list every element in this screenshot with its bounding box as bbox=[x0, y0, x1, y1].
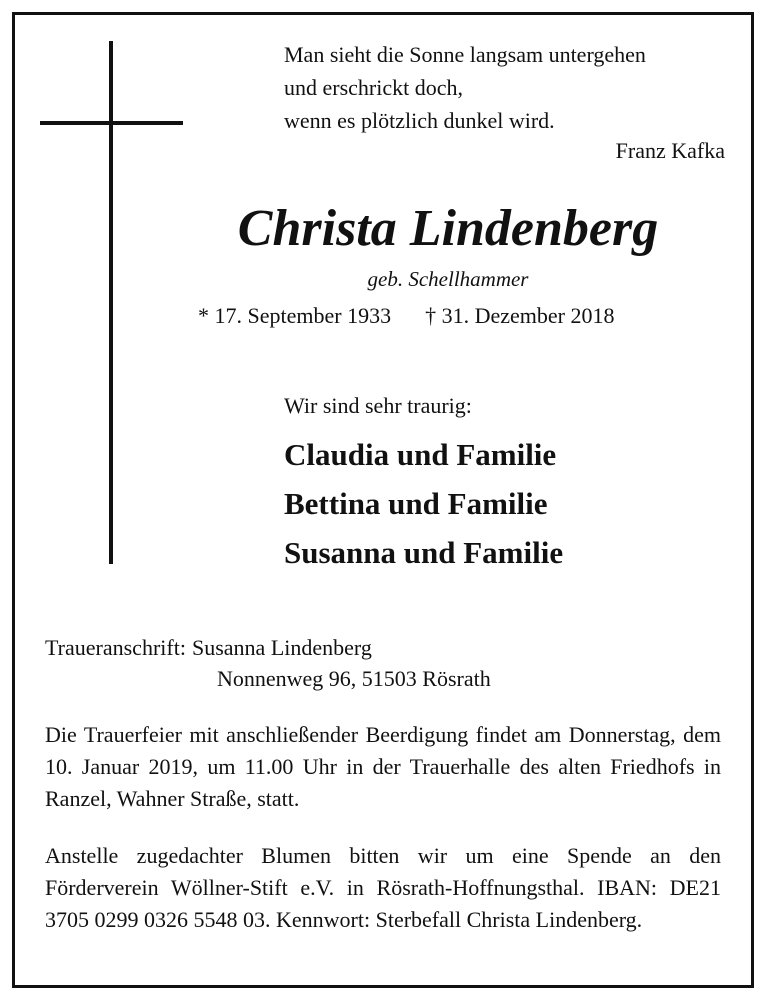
quote bbox=[284, 38, 646, 137]
life-dates bbox=[198, 300, 614, 332]
family-name: Bettina und Familie bbox=[284, 486, 548, 521]
mourners-list bbox=[284, 430, 563, 577]
donation-paragraph: Anstelle zugedachter Blumen bitten wir um eine Spende an den Förderverein Wöllner-Stift e.V. in Rösrath-Hoffnungsthal. IBAN: DE21 3705 0299 0326 5548 03. Kennwort: Sterbefall Christa Lindenberg. bbox=[45, 843, 721, 932]
maiden-name: geb. Schellhammer bbox=[367, 267, 529, 291]
deceased-name: Christa Lindenberg bbox=[237, 200, 659, 257]
address-name-text: Susanna Lindenberg bbox=[192, 635, 372, 660]
cross-icon bbox=[109, 41, 113, 564]
address-street: Nonnenweg 96, 51503 Rösrath bbox=[217, 666, 491, 691]
quote-author: Franz Kafka bbox=[615, 138, 725, 163]
family-name: Susanna und Familie bbox=[284, 535, 564, 570]
death-date: † 31. Dezember 2018 bbox=[425, 303, 615, 328]
mourners-intro: Wir sind sehr traurig: bbox=[284, 393, 472, 418]
birth-date: * 17. September 1933 bbox=[198, 303, 392, 328]
quote-line: wenn es plötzlich dunkel wird. bbox=[284, 108, 555, 133]
cross-icon-bar bbox=[40, 121, 183, 125]
quote-line: Man sieht die Sonne langsam untergehen bbox=[284, 42, 646, 67]
address-name bbox=[192, 632, 466, 663]
quote-line: und erschrickt doch, bbox=[284, 75, 463, 100]
address-label: Traueranschrift: bbox=[45, 635, 186, 660]
address bbox=[192, 632, 491, 694]
funeral-paragraph: Die Trauerfeier mit anschließender Beerdigung findet am Donnerstag, dem 10. Januar 2019, um 11.00 Uhr in der Trauerhalle des alten Friedhofs in Ranzel, Wahner Straße, statt. bbox=[45, 722, 721, 811]
family-name: Claudia und Familie bbox=[284, 437, 557, 472]
